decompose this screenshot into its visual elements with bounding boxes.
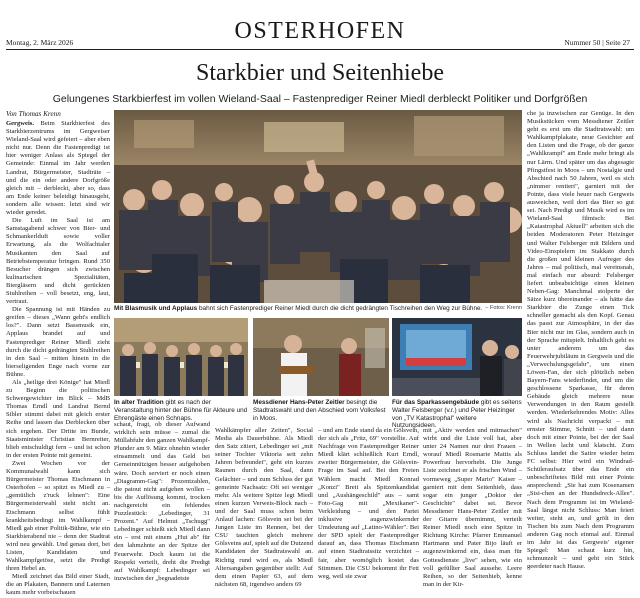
paragraph: che ja inzwischen zur Genüge. In den Musikstücken vom Messdiener Zeitler geht es erst um die Stadtratswahl: um Wahlkampfplakate, neue Gesichter auf den Listen und die Frage, ob der ganze „Wahlkrampf" am Ende mehr bringt als nur Lärm. Und später um das abgesagte Pfingstfest in Moos – um Nostalgie und Abschied nach 50 Jahren, weil es sich „nimmer rentiert", garniert mit der Pointe, dass viele heuer nach Gergweis ausweichen, weil dort das Bier so gut sei. Nach Predigt und Musik wird es im Wieland-Saal filmisch: Bei „Katastrophal Aktuell" arbeiten sich die beiden Moderatoren Peter Heizinger und Walter Felsberger mit Bildern und Video-Einspielern im Stakkato durch die großen und kleinen Aufreger des Jahres – mal politisch, mal vereinsnah, mal einfach nur absurd: Felsberger liefert unbeabsichtige einen kleinen Neben-Gag: Manchmal stolperte der Sätze kurz übereinander – als hätte das Starkbier die Zunge einen Tick schneller gemacht als den Kopf. Genau das passt zur Atmosphäre, in der das Bier nicht nur im Glas, sondern auch in der Sprache mitspielt. Inhaltlich geht es unter anderem um das Feuerwehrjubiläum in Gergweis und die „Verwechslungsgefahr", um einen Löwen-Fan, der sich plötzlich neben Bayern-Fans wiederfindet, und um die geschlossene Sparkasse, für deren Gebäude gleich mehrere neue Verwendungen in den Raum gestellt werden. Wiederkehrendes Motiv: Alles wird als Nachricht verpackt – mit ernster Stimme, Schnitt – und dann doch mit einer Pointe, bei der der Saal in Wellen lacht und klatscht. Zum Schluss landet die Satire wieder beim FC selbst: Hier wird ein Windrad-Schüleraufsatz über das Ende ein unbeschriftetes Bild mit einer Pointe ansprechend: „Sie hat zum Kosenamen „Sisi-chen an der Hundsdreck-Allee". Nach dem Programm ist im Wieland-Saal längst nicht Schluss: Man feiert weiter, steht an, und grölt in den Tischen bis zum Nach dem Programm anderen Gag noch einmal auf. Einmal im Jahr ist das Gergweis' eigener Spiegel: Man schaut kurz hin, schmunzelt – und geht ein Stück geerdeter nach Hause. <box>527 110 634 571</box>
caption-text: gibt es seitens Walter Felsberger (v.r.) und Peter Heizinger von „TV Katastrophal" weitere Nutzungsideen. <box>392 399 522 430</box>
caption-text: gibt es nach der Veranstaltung hinter der Bühne für Akteure und Ehrengäste einen Schnaps. <box>114 399 248 422</box>
main-photo <box>114 110 522 303</box>
issue-number: Nummer 50 | Seite 27 <box>564 38 630 47</box>
text-column-5 <box>423 427 522 588</box>
lead-word: Gergweis. <box>6 120 35 127</box>
photo-messdiener-caption <box>253 399 389 423</box>
paragraph: Miedl zeichnet das Bild einer Stadt, die an Plakaten, Bannern und Laternen kaum mehr vorbeischauen <box>6 573 110 597</box>
paragraph: Zwei Wochen vor der Kommunalwahl kann sich Bürgermeister Thomas Etschmann in Osterhofen – so spitzt es Miedl zu – „gemütlich z'ruck lehnen": Eine Bürgermeisterwahl steht nicht an. Etschmann selbst fühlt krankheitsbedingt im Wahlkampf – Miedl gab einer Politik-Bühne, wie ein Starkbierabend nie – denn der Stadtrat wird neu gewählt. Und genau dort, bei Listen, Kandidaten und Wahlkampfgetöse, setzt die Predigt ihren Hebel an. <box>6 459 110 573</box>
caption-text: bahnt sich Fastenprediger Reiner Miedl durch die dicht gedrängten Tischreihen den Weg zur Bühne. <box>197 305 483 312</box>
main-photo-caption <box>114 305 522 315</box>
caption-bold: Mit Blasmusik und Applaus <box>114 305 198 312</box>
schnaps-toast-image <box>114 318 248 396</box>
paragraph: Beim Starkbierfest des Starkbierzentrums im Gergweiser Wieland-Saal wird gefeiert – aber eben nicht nur. Denn die Fastenpredigt ist hier weniger Anlass als Spiegel der Gemeinde: Einmal im Jahr werden Landrat, Bürgermeister, Stadträte – und die ein oder andere Dorfgröße gleich mit – derbleckt, aber so, dass am Ende keiner beleidigt hinausgeht, sondern alle wissen: letzt sind wir wieder geredet. <box>6 120 110 217</box>
text-column-3 <box>215 427 313 588</box>
photo-sparkasse-caption <box>392 399 522 430</box>
paragraph: Die Luft im Saal ist am Samstagabend schwer von Bier- und Schmankerlduft sowie voller Erwartung, als die Wolfachtaler Musikanten den Saal auf Betriebstemperatur bringen. Rund 350 Besucher drängen sich zwischen kulinarischen Spezialitäten, Biergläsern und dicht gerückten Stuhlreihen – voll besetzt, eng, laut, vertraut. <box>6 217 110 306</box>
issue-date: Montag, 2. März 2026 <box>6 38 74 47</box>
photo-sparkasse <box>392 318 522 396</box>
photo-tradition <box>114 318 248 396</box>
paragraph: mit „Aktiv werden und mitmachen" wirbt und die Liste voll hat, aber unter 24 Namen nur drei Frauen – worauf Miedl Rosmarie Mattis als Powerfrau hervorhebt. Die Junge Liste zeichnet er als frischen Wind – vormeweg „Super Mario" Kaiser – garniert mit dem Seitenhieb, dass sogar ein junger „Doktor der Geschichte" dabei sei. Bevor Messdiener Hans-Peter Zeitler mit der Gitarre übernimmt, verteilt Reiner Miedl noch eine Spitze in Richtung Kirche: Pfarrer Emmanuel Hartmann und Pater Bijo läuft er augenzwinkernd ein, dass man für Gottesdienste „live" sehen, wie ein voll gefüllter Saal aussehe. Leere Reihen, so der Seitenhieb, kenne man in der Kir- <box>423 427 522 588</box>
article-subline: Gelungenes Starkbierfest im vollen Wieland-Saal – Fastenprediger Reiner Miedl derbleckt Politiker und Dorfgrößen <box>52 93 588 105</box>
caption-text: besingt die Stadtratswahl und den Abschied vom Volksfest in Moos. <box>253 399 386 422</box>
paragraph: Wahlkämpfer aller Zeiten", Social Media als Dauerbühne. Als Miedl den Satz zitiert, Lebedinger sei „mit seiner Tochter Viktoria seit zehn Jahren befreundet", geht ein kurzes Raunen durch den Saal, dann Gelächter – und zum Schluss der gut gemeinte Nachsatz: Oft sei weniger mehr. Als weitere Spitze legt Miedl einen kurzen Verweis-Block nach – und der Saal muss schon beim Anlauf lachen: Gölsvein sei bei der Jungen Liste im Rennen, bei der CSU tauchten gleich mehrere Gölsveins auf, spielt auf die Dutzend Kandidaten der Stadtratswahl an. Richtig rund wird es, als Miedl Altersangaben gegenüber stellt: Auf dem einen Papier 63, auf dem nächsten 68, irgendwo anders 69 <box>215 427 313 588</box>
photo-tradition-caption <box>114 399 248 422</box>
caption-bold: Messdiener Hans-Peter Zeitler <box>253 399 345 406</box>
text-column-1 <box>6 120 110 597</box>
caption-bold: In alter Tradition <box>114 399 164 406</box>
paragraph: Die Spannung ist mit Händen zu greifen – dieses „Wann geht's endlich los?". Dann setzt Bassmusik ein, Applaus brandet auf und Fastenprediger Reiner Miedl zieht durch die dicht gedrängten Stuhlreihen in den Saal – mitten hinein in die bierseligenden Enge nach vorne zur Bühne. <box>6 306 110 378</box>
paragraph: Als „heilige drei Könige" hat Miedl zu Beginn die politischen Schwergewichter im Blick – MdB Thomas Erndl und Landrat Bernd Sibler stimmt dabei mit gleich erster Reihe und lassen das Derblecken über sich ergehen. Der Dritte im Bunde, Staatsminister Christian Bernreiter, blieb entschuldigt fern – und ist schon in der ersten Pointe mit gemeint. <box>6 379 110 459</box>
singer-guitar-image <box>253 318 389 396</box>
photo-messdiener <box>253 318 389 396</box>
article-headline: Starkbier und Seitenhiebe <box>196 60 444 86</box>
section-title: OSTERHOFEN <box>234 18 406 44</box>
tv-katastrophal-image <box>392 318 522 396</box>
article-byline: Von Thomas Krenn <box>6 110 61 118</box>
crowd-hall-image <box>114 110 522 303</box>
text-column-4 <box>318 427 419 588</box>
caption-bold: Für das Sparkassengebäude <box>392 399 480 406</box>
photo-credit: – Fotos: Krenn <box>485 305 522 311</box>
header-divider <box>6 49 634 50</box>
paragraph: – und am Ende stand da ein Gölsvein, der sich als „Fritz, 69" vorstellte. Auf Nachfrage von Fastenprediger Reiner Miedl klärt schließlich Kurt Erndl, zweiter Bürgermeister, die Gölsvein-Frage im Saal auf. Bei den Freien Wählern macht Miedl Konrad „Konzi" Breit als Spitzenkandidat und „Aushängeschild" aus – samt Foto-Gag mit „Mexikaner"-Verkleidung – und den Partei inklusive augenzwinkernder Umdeutung auf „Latino-Wähler". Bei der SPD spielt der Fastenprediger darauf an, dass Thomas Etschmann auf einen Stadtratssitz verzichtet – fair, aber womöglich kostet das Stimmen. Die CSU bekommt ihr Fett weg, weil sie zwar <box>318 427 419 580</box>
text-column-6 <box>527 110 634 588</box>
paragraph: schaut, fragt, ob dieser Aufwand wirklich sein müsse – zumal die Müllabfuhr den ganzen Wahlkampf-Plunder am 9. März ohnehin wieder einsammelt und das Geld bei Gemeinnützigen besser aufgehoben wäre. Doch serviert er noch einen „Diagramm-Gag": Prozentzahlen, die patout nicht aufgehen wollen – bis die Auflösung kommt, trocken nachgereicht ein fehlendes Puzzlestück: „Lebedinger, 31 Prozent." Auf Helmut „Tschugg" Lebedinger schießt sich Miedl dann ein – erst mit einem „Hut ab" für den lahmzhnte an der Spitze der Feuerwehr. Doch kaum ist die Respekt verteilt, dreht die Predigt auf Wahlkampf: Lebedinger sei inzwischen der „begnadetste <box>114 421 210 582</box>
text-column-2 <box>114 421 210 588</box>
